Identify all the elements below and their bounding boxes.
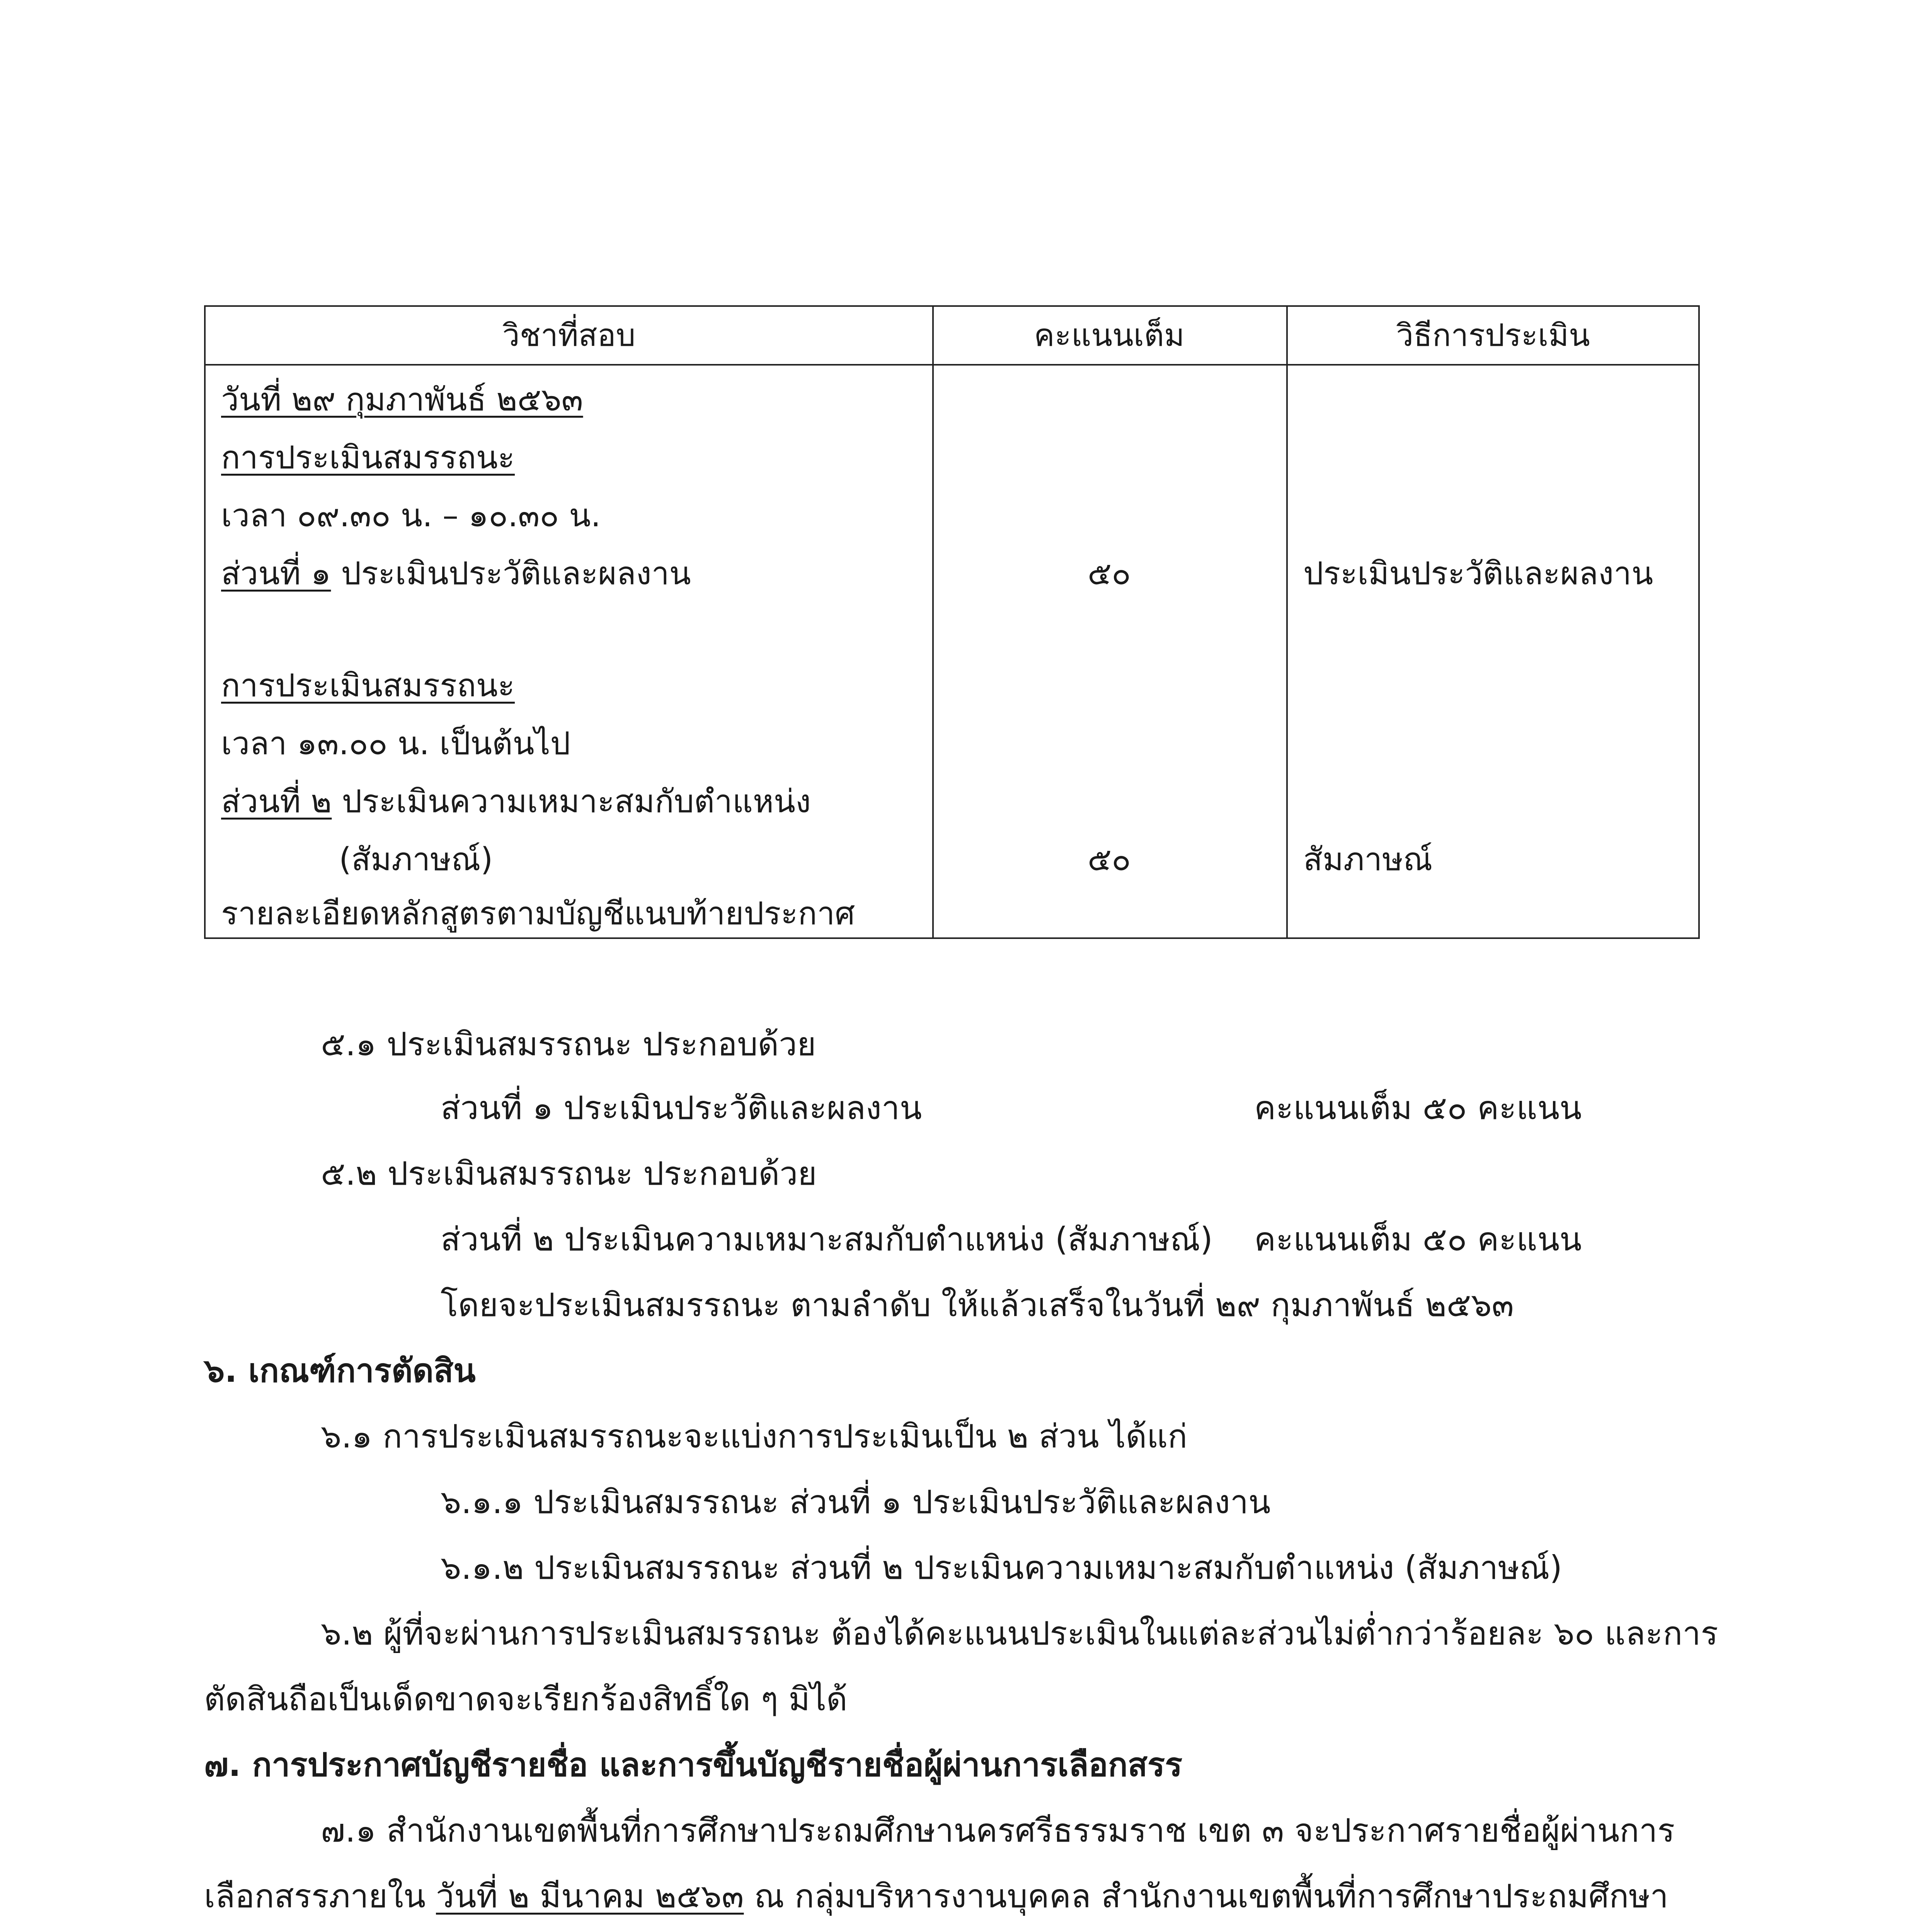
- header-subject: วิชาที่สอบ: [502, 317, 636, 353]
- block1-eval-title: การประเมินสมรรถนะ: [221, 439, 515, 476]
- block2-time: เวลา ๑๓.๐๐ น. เป็นต้นไป: [221, 725, 570, 762]
- section-5-1-score: คะแนนเต็ม ๕๐ คะแนน: [1254, 1089, 1582, 1127]
- section-6-heading: ๖. เกณฑ์การตัดสิน: [204, 1352, 476, 1389]
- exam-schedule-table: [204, 305, 1700, 939]
- block2-detail: รายละเอียดหลักสูตรตามบัญชีแนบท้ายประกาศ: [221, 895, 855, 932]
- block2-part: [221, 783, 811, 820]
- block2-eval-title: การประเมินสมรรถนะ: [221, 667, 515, 704]
- section-6-1-1: ๖.๑.๑ ประเมินสมรรถนะ ส่วนที่ ๑ ประเมินประวัติและผลงาน: [441, 1483, 1271, 1521]
- block2-part-label: ส่วนที่ ๒: [221, 783, 332, 820]
- section-5-2: ๕.๒ ประเมินสมรรถนะ ประกอบด้วย: [321, 1155, 817, 1192]
- section-6-1: ๖.๑ การประเมินสมรรถนะจะแบ่งการประเมินเป็น ๒ ส่วน ได้แก่: [321, 1417, 1188, 1455]
- block1-date: วันที่ ๒๙ กุมภาพันธ์ ๒๕๖๓: [221, 381, 583, 418]
- table-column-divider: [1286, 307, 1288, 937]
- block1-part-label: ส่วนที่ ๑: [221, 555, 331, 592]
- block2-score: ๕๐: [1087, 841, 1131, 878]
- block2-part-sub: (สัมภาษณ์): [339, 841, 493, 878]
- block1-part: [221, 555, 691, 592]
- section-7-1-line2-post: ณ กลุ่มบริหารงานบุคคล สำนักงานเขตพื้นที่การศึกษาประถมศึกษา: [744, 1877, 1668, 1915]
- table-header-divider: [206, 364, 1698, 366]
- section-7-1-line1: ๗.๑ สำนักงานเขตพื้นที่การศึกษาประถมศึกษานครศรีธรรมราช เขต ๓ จะประกาศรายชื่อผู้ผ่านการ: [321, 1811, 1675, 1849]
- section-6-2-line1: ๖.๒ ผู้ที่จะผ่านการประเมินสมรรถนะ ต้องได้คะแนนประเมินในแต่ละส่วนไม่ต่ำกว่าร้อยละ ๖๐ และการ: [321, 1614, 1718, 1652]
- header-method: วิธีการประเมิน: [1396, 317, 1590, 353]
- section-5-1-part: ส่วนที่ ๑ ประเมินประวัติและผลงาน: [441, 1089, 922, 1127]
- block2-part-text: ประเมินความเหมาะสมกับตำแหน่ง: [332, 783, 811, 820]
- table-column-divider: [932, 307, 934, 937]
- section-6-2-line2: ตัดสินถือเป็นเด็ดขาดจะเรียกร้องสิทธิ์ใด ๆ มิได้: [204, 1680, 848, 1718]
- block1-score: ๕๐: [1087, 555, 1131, 592]
- section-5-2-note: โดยจะประเมินสมรรถนะ ตามลำดับ ให้แล้วเสร็จในวันที่ ๒๙ กุมภาพันธ์ ๒๕๖๓: [441, 1286, 1514, 1324]
- header-full-score: คะแนนเต็ม: [1034, 317, 1185, 353]
- section-5-1: ๕.๑ ประเมินสมรรถนะ ประกอบด้วย: [321, 1025, 816, 1063]
- section-7-1-line2: [204, 1877, 1668, 1915]
- section-5-2-part: ส่วนที่ ๒ ประเมินความเหมาะสมกับตำแหน่ง (สัมภาษณ์): [441, 1220, 1213, 1258]
- block1-part-text: ประเมินประวัติและผลงาน: [331, 555, 691, 592]
- block1-time: เวลา ๐๙.๓๐ น. – ๑๐.๓๐ น.: [221, 497, 601, 534]
- section-5-2-score: คะแนนเต็ม ๕๐ คะแนน: [1254, 1220, 1582, 1258]
- block1-method: ประเมินประวัติและผลงาน: [1303, 555, 1653, 592]
- section-7-1-line2-pre: เลือกสรรภายใน: [204, 1877, 436, 1915]
- section-7-1-announce-date: วันที่ ๒ มีนาคม ๒๕๖๓: [436, 1877, 744, 1915]
- block2-method: สัมภาษณ์: [1303, 841, 1433, 878]
- section-7-heading: ๗. การประกาศบัญชีรายชื่อ และการขึ้นบัญชีรายชื่อผู้ผ่านการเลือกสรร: [204, 1746, 1183, 1784]
- section-6-1-2: ๖.๑.๒ ประเมินสมรรถนะ ส่วนที่ ๒ ประเมินความเหมาะสมกับตำแหน่ง (สัมภาษณ์): [441, 1549, 1563, 1587]
